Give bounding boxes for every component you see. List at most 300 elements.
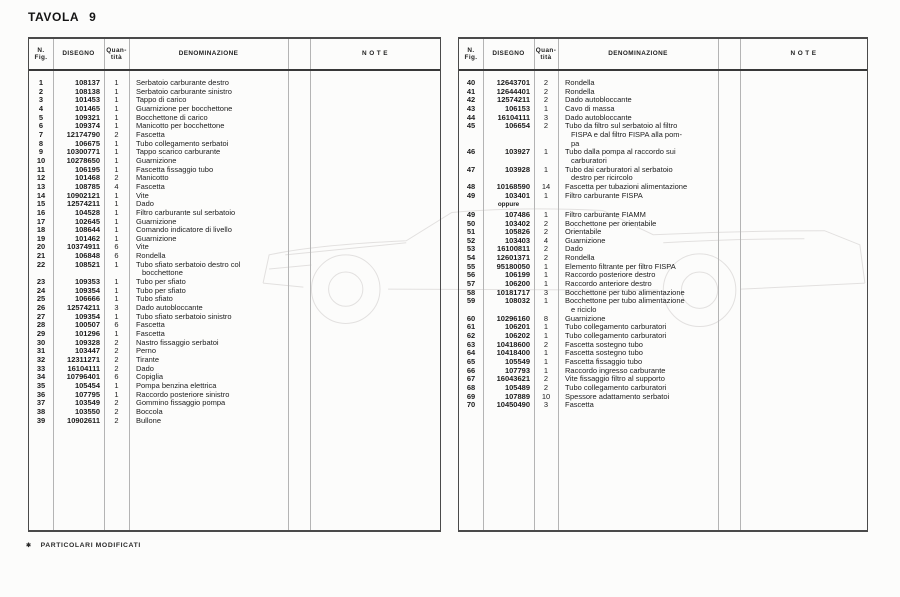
denomination: Fascetta: [565, 400, 594, 410]
part-number: 12601371: [496, 253, 530, 263]
quantity: 1: [114, 233, 119, 243]
part-number: 103927: [504, 147, 530, 157]
fig-number: 44: [466, 112, 476, 122]
quantity: 1: [543, 331, 549, 341]
part-number: 106153: [504, 103, 530, 113]
fig-number: 39: [36, 415, 46, 425]
quantity: 3: [543, 112, 549, 122]
quantity: 1: [114, 164, 119, 174]
denomination: Tubo collegamento carburatori: [565, 322, 667, 332]
denomination: Tubo sfiato: [136, 294, 173, 304]
denomination: Spessore adattamento serbatoi: [565, 391, 670, 401]
quantity: 2: [114, 355, 119, 364]
part-number: 109374: [74, 121, 100, 131]
part-number: 10296160: [496, 313, 530, 323]
denomination: Fascetta sostegno tubo: [565, 339, 643, 349]
fig-number: 5: [38, 112, 44, 122]
part-number: 109353: [74, 277, 100, 287]
quantity: 1: [114, 389, 119, 399]
fig-number: 41: [466, 86, 476, 96]
fig-number: 9: [38, 147, 44, 157]
quantity: 1: [114, 121, 119, 131]
fig-number: 35: [36, 380, 46, 390]
fig-number: 37: [36, 398, 46, 408]
table-row: [459, 401, 867, 410]
quantity: 1: [114, 207, 119, 217]
quantity: 3: [114, 303, 119, 313]
fig-number: 4: [38, 103, 44, 113]
part-number: 10168590: [496, 181, 530, 191]
denomination: Guarnizione: [136, 155, 177, 165]
quantity: 1: [114, 225, 119, 235]
denomination: Guarnizione: [565, 313, 606, 323]
denomination: Rondella: [565, 253, 595, 263]
part-number: 105549: [504, 357, 530, 366]
fig-number: 64: [466, 348, 476, 358]
quantity: 1: [114, 155, 119, 165]
header-qty: Quan- tità: [535, 46, 557, 61]
denomination: Filtro carburante FISPA: [565, 190, 643, 200]
table-row: [459, 148, 867, 165]
fig-number: 65: [466, 357, 476, 366]
quantity: 2: [114, 363, 119, 373]
quantity: 1: [114, 380, 119, 390]
modified-parts-marker-icon: ✱: [26, 543, 32, 549]
part-number: 10278650: [66, 155, 100, 165]
part-number: 10796401: [66, 372, 100, 382]
quantity: 2: [543, 218, 549, 228]
table-body-right: [459, 71, 867, 410]
quantity: 4: [114, 181, 119, 191]
quantity: 2: [114, 398, 119, 408]
part-number: 12643701: [496, 78, 530, 87]
part-number: 103403: [504, 235, 530, 245]
denomination: Tubo per sfiato: [136, 285, 186, 295]
table-row: [459, 192, 867, 201]
denomination: Serbatoio carburante destro: [136, 78, 229, 87]
denomination: Tubo dai carburatori al serbatoio destro per ricircolo: [565, 164, 673, 183]
fig-number: 66: [466, 365, 476, 375]
quantity: 1: [543, 322, 549, 332]
fig-number: 3: [38, 95, 44, 105]
quantity: 2: [114, 415, 119, 425]
part-number: 10902611: [67, 415, 100, 425]
table-header-left: [29, 39, 440, 71]
quantity: 2: [114, 173, 119, 183]
fig-number: 23: [36, 277, 46, 287]
part-number: 10181717: [496, 287, 530, 297]
quantity: 1: [114, 199, 119, 209]
denomination: Vite: [136, 242, 149, 252]
part-number: 12574211: [67, 199, 100, 209]
part-number: 102645: [74, 216, 100, 226]
quantity: 6: [114, 320, 119, 330]
fig-number: 38: [36, 406, 46, 416]
header-disegno: DISEGNO: [62, 50, 95, 58]
part-number: 16104111: [497, 112, 530, 122]
part-number: 105489: [504, 382, 530, 392]
quantity: 1: [543, 270, 549, 280]
part-number: 103401: [504, 190, 530, 200]
header-fig: N. Fig.: [34, 46, 48, 61]
denomination: Vite: [136, 190, 149, 200]
denomination: Dado autobloccante: [136, 303, 203, 313]
quantity: 1: [114, 112, 119, 122]
part-number: 106848: [74, 251, 100, 261]
quantity: 6: [114, 372, 119, 382]
fig-number: 12: [36, 173, 46, 183]
part-number: 106201: [504, 322, 530, 332]
quantity: 1: [543, 190, 549, 200]
denomination: Fascetta fissaggio tubo: [565, 357, 643, 366]
header-denominazione: DENOMINAZIONE: [178, 50, 239, 58]
part-number: 108138: [74, 86, 100, 96]
quantity: 1: [543, 348, 549, 358]
denomination: Rondella: [136, 251, 166, 261]
fig-number: 28: [36, 320, 46, 330]
denomination: Filtro carburante FIAMM: [565, 209, 646, 219]
denomination: Tubo da filtro sul serbatoio al filtro FISPA e dal filtro FISPA alla pom- pa: [565, 121, 683, 148]
fig-number: 2: [38, 86, 44, 96]
fig-number: 10: [36, 155, 46, 165]
quantity: 1: [114, 86, 119, 96]
fig-number: 31: [36, 346, 46, 356]
part-number: 101465: [74, 103, 100, 113]
table-row: [29, 261, 440, 278]
part-number: 103928: [504, 164, 530, 174]
quantity: 4: [543, 235, 549, 245]
part-number: 10418400: [496, 348, 530, 358]
denomination: Tubo collegamento carburatori: [565, 331, 667, 341]
fig-number: 63: [466, 339, 476, 349]
fig-number: 49: [466, 209, 476, 219]
quantity: 2: [543, 78, 549, 87]
fig-number: 33: [36, 363, 46, 373]
denomination: Bullone: [136, 415, 162, 425]
quantity: 8: [543, 313, 549, 323]
denomination: Bocchettone per tubo alimentazione e riciclo: [565, 296, 685, 315]
denomination: Guarnizione: [136, 233, 177, 243]
quantity: 1: [543, 261, 549, 271]
header-note: N O T E: [790, 50, 817, 58]
quantity: 1: [114, 329, 119, 339]
quantity: 2: [114, 337, 119, 347]
fig-number: 7: [38, 129, 44, 139]
fig-number: 26: [36, 303, 46, 313]
denomination: Manicotto per bocchettone: [136, 121, 225, 131]
part-number: oppure: [497, 201, 520, 209]
fig-number: 1: [38, 78, 44, 87]
part-number: 106195: [74, 164, 100, 174]
part-number: 108032: [504, 296, 530, 306]
quantity: 1: [543, 209, 549, 219]
part-number: 12574211: [67, 303, 100, 313]
part-number: 109328: [74, 337, 100, 347]
part-number: 103549: [74, 398, 100, 408]
header-denominazione: DENOMINAZIONE: [608, 50, 668, 58]
denomination: Fascetta: [136, 329, 165, 339]
quantity: 1: [114, 138, 119, 148]
fig-number: 47: [466, 164, 476, 174]
denomination: Fascetta: [136, 181, 165, 191]
denomination: Cavo di massa: [565, 103, 615, 113]
part-number: 10450490: [496, 400, 530, 410]
quantity: 2: [543, 374, 549, 384]
fig-number: 60: [466, 313, 476, 323]
fig-number: 53: [466, 244, 476, 254]
title-number: 9: [89, 10, 97, 24]
denomination: Raccordo anteriore destro: [565, 279, 652, 289]
quantity: 1: [543, 365, 549, 375]
part-number: 105826: [504, 227, 530, 237]
denomination: Tubo dalla pompa al raccordo sui carburatori: [565, 147, 676, 165]
denomination: Boccola: [136, 406, 163, 416]
quantity: 1: [114, 95, 119, 105]
part-number: 107889: [504, 391, 530, 401]
denomination: Filtro carburante sul serbatoio: [136, 207, 236, 217]
quantity: 1: [114, 147, 119, 157]
fig-number: 17: [36, 216, 46, 226]
denomination: Guarnizione: [136, 216, 177, 226]
fig-number: 49: [466, 190, 476, 200]
fig-number: 15: [36, 199, 46, 209]
fig-number: 69: [466, 391, 476, 401]
denomination: Elemento filtrante per filtro FISPA: [565, 261, 676, 271]
denomination: Manicotto: [136, 173, 169, 183]
denomination: Fascetta sostegno tubo: [565, 348, 643, 358]
fig-number: 22: [36, 259, 46, 269]
quantity: 2: [114, 406, 119, 416]
denomination: Orientabile: [565, 227, 602, 237]
part-number: 101296: [74, 329, 100, 339]
denomination: Vite fissaggio filtro al supporto: [565, 374, 665, 384]
denomination: Bocchettone per tubo alimentazione: [565, 287, 685, 297]
fig-number: 55: [466, 261, 476, 271]
header-qty: Quan- tità: [106, 46, 127, 61]
quantity: 2: [543, 86, 549, 96]
fig-number: 59: [466, 296, 476, 306]
quantity: 1: [114, 294, 119, 304]
table-row: [459, 166, 867, 183]
quantity: 2: [543, 244, 549, 254]
part-number: 12644401: [496, 86, 530, 96]
part-number: 103447: [74, 346, 100, 356]
part-number: 12174790: [66, 129, 100, 139]
quantity: 2: [543, 339, 549, 349]
part-number: 109321: [74, 112, 100, 122]
quantity: 1: [114, 103, 119, 113]
fig-number: 62: [466, 331, 476, 341]
part-number: 103550: [74, 406, 100, 416]
fig-number: 32: [36, 355, 46, 364]
fig-number: 58: [466, 287, 476, 297]
quantity: 1: [543, 103, 549, 113]
fig-number: 36: [36, 389, 46, 399]
denomination: Raccordo posteriore sinistro: [136, 389, 230, 399]
fig-number: 25: [36, 294, 46, 304]
title-label: TAVOLA: [28, 10, 80, 24]
parts-table-left: [28, 37, 441, 532]
table-body-left: [29, 71, 440, 425]
denomination: Comando indicatore di livello: [136, 225, 232, 235]
denomination: Tirante: [136, 355, 160, 364]
quantity: 1: [114, 277, 119, 287]
quantity: 3: [543, 400, 549, 410]
denomination: Fascetta fissaggio tubo: [136, 164, 214, 174]
denomination: Dado autobloccante: [565, 95, 632, 105]
denomination: Fascetta per tubazioni alimentazione: [565, 181, 688, 191]
fig-number: 42: [466, 95, 476, 105]
denomination: Guarnizione per bocchettone: [136, 103, 233, 113]
quantity: 1: [114, 311, 119, 321]
fig-number: 57: [466, 279, 476, 289]
fig-number: 70: [466, 400, 476, 410]
denomination: Tubo collegamento serbatoi: [136, 138, 229, 148]
part-number: 106200: [504, 279, 530, 289]
fig-number: 30: [36, 337, 46, 347]
quantity: 1: [114, 285, 119, 295]
quantity: 1: [543, 357, 549, 366]
fig-number: 46: [466, 147, 476, 157]
part-number: 100507: [74, 320, 100, 330]
fig-number: 50: [466, 218, 476, 228]
part-number: 16104111: [67, 363, 100, 373]
part-number: 103402: [504, 218, 530, 228]
denomination: Tappo di carico: [136, 95, 187, 105]
denomination: Raccordo ingresso carburante: [565, 365, 666, 375]
part-number: 109354: [74, 285, 100, 295]
denomination: Rondella: [565, 86, 595, 96]
part-number: 10418600: [496, 339, 530, 349]
fig-number: 27: [36, 311, 46, 321]
denomination: Tubo sfiato serbatoio destro col bocchettone: [136, 259, 241, 278]
part-number: 109354: [74, 311, 100, 321]
part-number: 10374911: [67, 242, 100, 252]
quantity: 1: [543, 164, 549, 174]
table-header-right: [459, 39, 867, 71]
denomination: Pompa benzina elettrica: [136, 380, 217, 390]
fig-number: 34: [36, 372, 46, 382]
quantity: 1: [114, 259, 119, 269]
part-number: 106202: [504, 331, 530, 341]
denomination: Dado: [136, 199, 154, 209]
denomination: Tubo sfiato serbatoio sinistro: [136, 311, 232, 321]
denomination: Serbatoio carburante sinistro: [136, 86, 232, 96]
fig-number: 67: [466, 374, 476, 384]
denomination: Raccordo posteriore destro: [565, 270, 656, 280]
header-disegno: DISEGNO: [492, 50, 525, 58]
denomination: Perno: [136, 346, 157, 356]
part-number: 12311271: [67, 355, 100, 364]
quantity: 2: [114, 129, 119, 139]
part-number: 107795: [74, 389, 100, 399]
quantity: 6: [114, 242, 119, 252]
quantity: 2: [114, 346, 119, 356]
table-row: [29, 417, 440, 426]
part-number: 105454: [74, 380, 100, 390]
fig-number: 24: [36, 285, 46, 295]
footer-note: [26, 542, 141, 549]
part-number: 104528: [74, 207, 100, 217]
part-number: 101468: [74, 173, 100, 183]
table-row: [459, 122, 867, 148]
quantity: 10: [541, 391, 551, 401]
quantity: 14: [541, 181, 551, 191]
denomination: Bocchettone per orientabile: [565, 218, 657, 228]
part-number: 108785: [74, 181, 100, 191]
part-number: 101453: [74, 95, 100, 105]
quantity: 2: [543, 95, 549, 105]
part-number: 10300771: [66, 147, 100, 157]
fig-number: 43: [466, 103, 476, 113]
parts-table-right: [458, 37, 868, 532]
denomination: Bocchettone di carico: [136, 112, 208, 122]
fig-number: 13: [36, 181, 46, 191]
fig-number: 16: [36, 207, 46, 217]
part-number: 12574211: [497, 95, 530, 105]
fig-number: 45: [466, 121, 476, 131]
quantity: 2: [543, 121, 549, 131]
quantity: 2: [543, 253, 549, 263]
fig-number: 40: [466, 78, 476, 87]
fig-number: 20: [36, 242, 46, 252]
quantity: 1: [114, 190, 119, 200]
fig-number: 29: [36, 329, 46, 339]
part-number: 107793: [504, 365, 530, 375]
fig-number: 52: [466, 235, 476, 245]
quantity: 1: [543, 147, 549, 157]
part-number: 101462: [74, 233, 100, 243]
header-fig: N. Fig.: [464, 46, 478, 61]
part-number: 108137: [74, 78, 100, 87]
header-note: N O T E: [362, 50, 388, 58]
denomination: Gommino fissaggio pompa: [136, 398, 226, 408]
quantity: 1: [114, 78, 119, 87]
denomination: Dado: [136, 363, 154, 373]
footer-label: PARTICOLARI MODIFICATI: [40, 542, 141, 549]
fig-number: 6: [38, 121, 44, 131]
fig-number: 48: [466, 181, 476, 191]
fig-number: 11: [37, 164, 45, 174]
part-number: 108644: [74, 225, 100, 235]
fig-number: 68: [466, 382, 476, 392]
quantity: 1: [543, 296, 549, 306]
denomination: Dado: [565, 244, 583, 254]
denomination: Rondella: [565, 78, 595, 87]
denomination: Tappo scarico carburante: [136, 147, 221, 157]
denomination: Guarnizione: [565, 235, 606, 245]
fig-number: 21: [36, 251, 46, 261]
part-number: 10902121: [66, 190, 100, 200]
quantity: 1: [114, 216, 119, 226]
part-number: 106199: [504, 270, 530, 280]
denomination: Nastro fissaggio serbatoi: [136, 337, 219, 347]
fig-number: 51: [466, 227, 476, 237]
table-row: [459, 297, 867, 314]
denomination: Fascetta: [136, 320, 165, 330]
part-number: 108521: [74, 259, 100, 269]
denomination: Tubo per sfiato: [136, 277, 186, 287]
quantity: 3: [543, 287, 549, 297]
denomination: Fascetta: [136, 129, 165, 139]
part-number: 106654: [504, 121, 530, 131]
part-number: 106666: [74, 294, 100, 304]
quantity: 6: [114, 251, 119, 261]
quantity: 2: [543, 382, 549, 392]
denomination: Tubo collegamento carburatori: [565, 382, 667, 392]
fig-number: 18: [36, 225, 46, 235]
fig-number: 54: [466, 253, 476, 263]
